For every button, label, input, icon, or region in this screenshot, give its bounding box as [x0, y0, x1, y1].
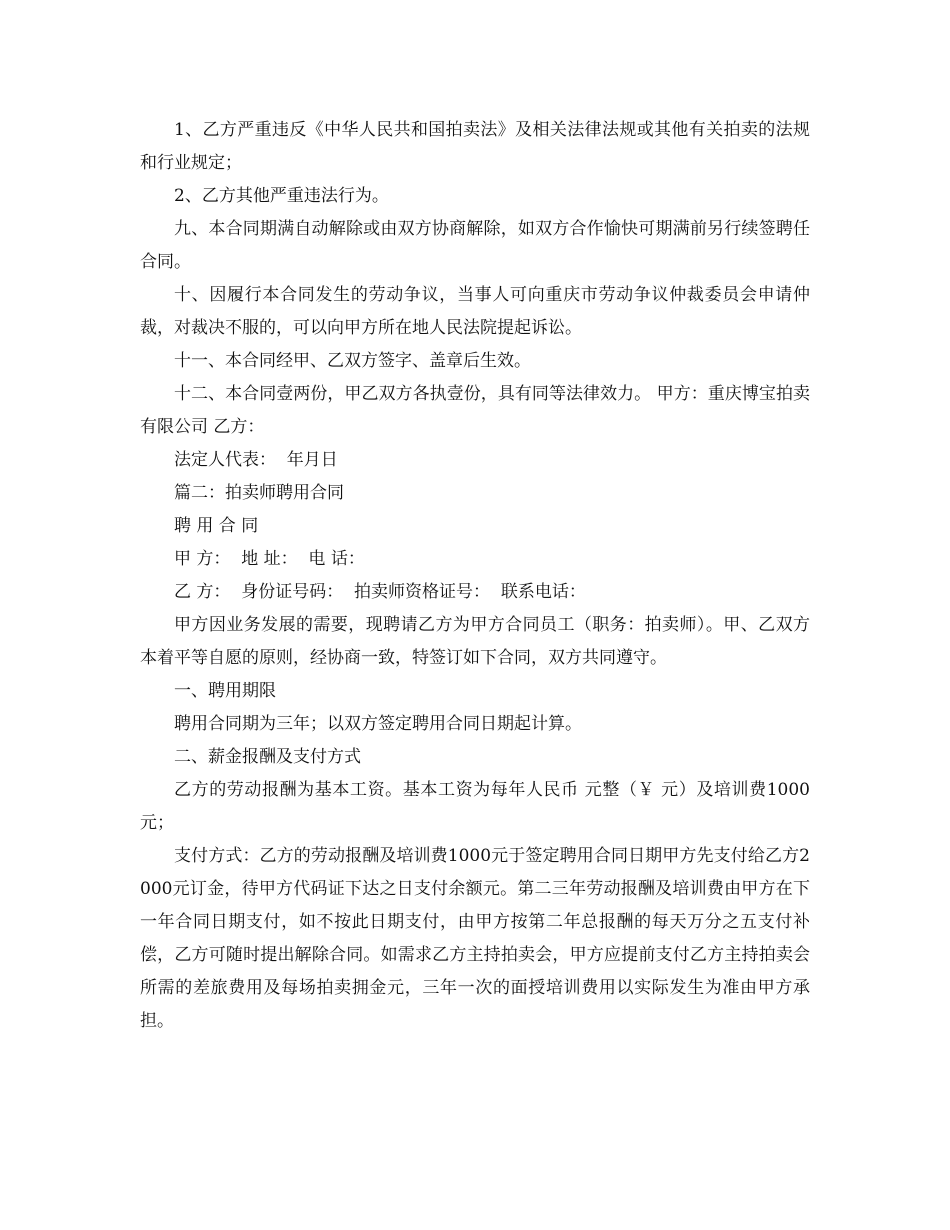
term-content: 聘用合同期为三年；以双方签定聘用合同日期起计算。 [174, 714, 582, 734]
legal-representative-line: 法定人代表： 年月日 [174, 450, 338, 470]
clause-other-violation: 2、乙方其他严重违法行为。 [174, 186, 389, 206]
contract-preamble: 甲方因业务发展的需要，现聘请乙方为甲方合同员工（职务：拍卖师）。甲、乙双方本着平等自愿的原则，经协商一致，特签订如下合同，双方共同遵守。 [140, 615, 810, 668]
clause-eleven-effective: 十一、本合同经甲、乙双方签字、盖章后生效。 [174, 351, 531, 371]
clause-violation-law: 1、乙方严重违反《中华人民共和国拍卖法》及相关法律法规或其他有关拍卖的法规和行业规定； [140, 120, 810, 173]
party-b-info: 乙 方： 身份证号码： 拍卖师资格证号： 联系电话： [174, 582, 586, 602]
party-a-info: 甲 方： 地 址： 电 话： [174, 549, 365, 569]
clause-ten-dispute: 十、因履行本合同发生的劳动争议，当事人可向重庆市劳动争议仲裁委员会申请仲裁，对裁决不服的，可以向甲方所在地人民法院提起诉讼。 [140, 285, 810, 338]
clause-nine-termination: 九、本合同期满自动解除或由双方协商解除，如双方合作愉快可期满前另行续签聘任合同。 [140, 219, 810, 272]
payment-method: 支付方式：乙方的劳动报酬及培训费1000元于签定聘用合同日期甲方先支付给乙方2000元订金，待甲方代码证下达之日支付余额元。第二三年劳动报酬及培训费由甲方在下一年合同日期支付，如不按此日期支付，由甲方按第二年总报酬的每天万分之五支付补偿，乙方可随时提出解除合同。如需求乙方主持拍卖会，甲方应提前支付乙方主持拍卖会所需的差旅费用及每场拍卖拥金元，三年一次的面授培训费用以实际发生为准由甲方承担。 [140, 846, 810, 1031]
heading-salary: 二、薪金报酬及支付方式 [174, 747, 361, 767]
heading-term: 一、聘用期限 [174, 681, 276, 701]
clause-twelve-copies: 十二、本合同壹两份，甲乙双方各执壹份，具有同等法律效力。 甲方：重庆博宝拍卖有限公司 乙方： [140, 384, 810, 437]
section-two-title: 篇二：拍卖师聘用合同 [174, 483, 344, 503]
salary-content: 乙方的劳动报酬为基本工资。基本工资为每年人民币 元整（￥ 元）及培训费1000元； [140, 780, 810, 833]
contract-title: 聘 用 合 同 [174, 516, 259, 536]
